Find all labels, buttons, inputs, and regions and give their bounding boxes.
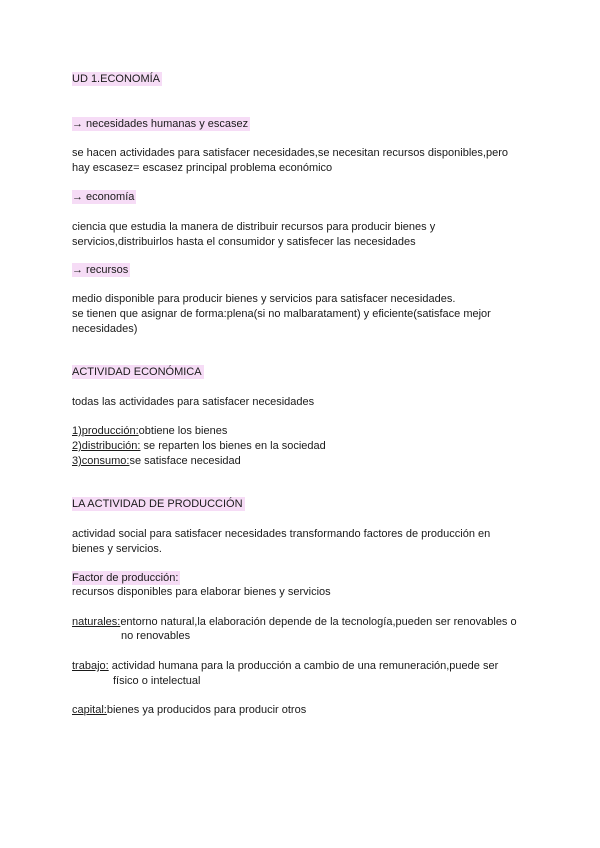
paragraph-line: servicios,distribuirlos hasta el consumidor y satisfecer las necesidades [72,236,416,248]
factor-label: trabajo: [72,660,109,672]
list-item [72,424,227,438]
factor-item [72,659,498,673]
section-heading-necesidades: → necesidades humanas y escasez [72,118,249,130]
paragraph-line: hay escasez= escasez principal problema económico [72,162,333,174]
factor-continuation: no renovables [121,630,191,642]
paragraph-line: todas las actividades para satisfacer necesidades [72,396,315,408]
paragraph-line: recursos disponibles para elaborar bienes y servicios [72,586,331,598]
paragraph-line: bienes y servicios. [72,543,162,555]
paragraph-line: necesidades) [72,323,138,335]
list-item [72,454,241,468]
list-item-text: se satisface necesidad [129,455,241,467]
list-item [72,439,326,453]
factor-heading: Factor de producción: [72,572,179,584]
paragraph-line: actividad social para satisfacer necesidades transformando factores de producción en [72,528,491,540]
section-heading-actividad: ACTIVIDAD ECONÓMICA [72,366,202,378]
section-heading-produccion: LA ACTIVIDAD DE PRODUCCIÓN [72,498,243,510]
list-item-text: se reparten los bienes en la sociedad [140,440,326,452]
factor-text: actividad humana para la producción a cambio de una remuneración,puede ser [108,660,499,672]
paragraph-line: se tienen que asignar de forma:plena(si no malbaratament) y eficiente(satisface mejor [72,308,491,320]
factor-label: naturales: [72,616,121,628]
factor-item [72,615,517,629]
factor-item [72,703,306,717]
list-item-label: 2)distribución: [72,440,141,452]
paragraph-line: medio disponible para producir bienes y servicios para satisfacer necesidades. [72,293,456,305]
title-highlight: UD 1.ECONOMÍA [72,73,161,85]
list-item-label: 3)consumo: [72,455,130,467]
section-heading-economia: → economía [72,191,135,203]
factor-label: capital: [72,704,107,716]
list-item-text: obtiene los bienes [138,425,228,437]
factor-text: entorno natural,la elaboración depende de la tecnología,pueden ser renovables o [120,616,517,628]
paragraph-line: ciencia que estudia la manera de distribuir recursos para producir bienes y [72,221,436,233]
list-item-label: 1)producción: [72,425,139,437]
paragraph-line: se hacen actividades para satisfacer necesidades,se necesitan recursos disponibles,pero [72,147,508,159]
section-heading-recursos: → recursos [72,264,129,276]
factor-continuation: físico o intelectual [113,675,201,687]
document-title [72,72,162,86]
factor-text: bienes ya producidos para producir otros [106,704,307,716]
